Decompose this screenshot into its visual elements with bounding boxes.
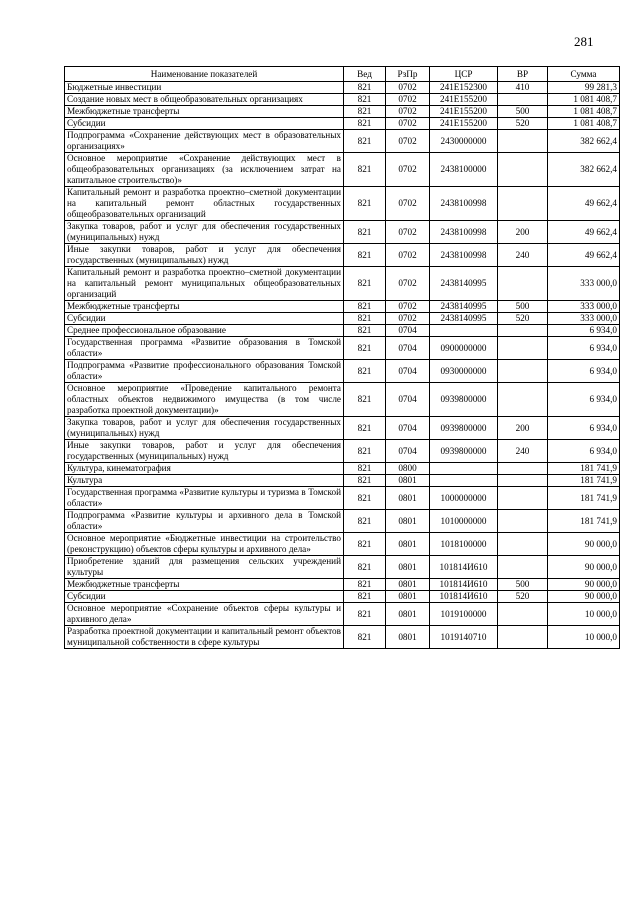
cell-vr: 520 — [498, 313, 548, 325]
cell-ved: 821 — [344, 603, 386, 626]
cell-sum: 6 934,0 — [548, 417, 620, 440]
cell-ved: 821 — [344, 301, 386, 313]
cell-rzpr: 0801 — [386, 579, 430, 591]
cell-name: Межбюджетные трансферты — [65, 106, 344, 118]
cell-rzpr: 0704 — [386, 360, 430, 383]
cell-vr — [498, 463, 548, 475]
cell-vr — [498, 187, 548, 221]
cell-rzpr: 0702 — [386, 313, 430, 325]
cell-vr — [498, 556, 548, 579]
cell-rzpr: 0702 — [386, 130, 430, 153]
cell-rzpr: 0801 — [386, 556, 430, 579]
cell-rzpr: 0801 — [386, 510, 430, 533]
cell-sum: 333 000,0 — [548, 313, 620, 325]
cell-sum: 382 662,4 — [548, 153, 620, 187]
table-row — [65, 221, 620, 244]
cell-csr: 241E152300 — [430, 82, 498, 94]
cell-vr: 240 — [498, 244, 548, 267]
table-row — [65, 626, 620, 649]
table-row — [65, 603, 620, 626]
cell-ved: 821 — [344, 82, 386, 94]
cell-ved: 821 — [344, 130, 386, 153]
cell-rzpr: 0702 — [386, 118, 430, 130]
cell-sum: 181 741,9 — [548, 475, 620, 487]
cell-sum: 1 081 408,7 — [548, 118, 620, 130]
table-row — [65, 244, 620, 267]
cell-ved: 821 — [344, 533, 386, 556]
cell-rzpr: 0801 — [386, 603, 430, 626]
cell-sum: 181 741,9 — [548, 463, 620, 475]
cell-name: Субсидии — [65, 591, 344, 603]
cell-ved: 821 — [344, 487, 386, 510]
cell-ved: 821 — [344, 153, 386, 187]
cell-ved: 821 — [344, 325, 386, 337]
cell-csr: 1019140710 — [430, 626, 498, 649]
table-row — [65, 510, 620, 533]
cell-vr — [498, 267, 548, 301]
cell-vr: 200 — [498, 221, 548, 244]
cell-csr: 241E155200 — [430, 106, 498, 118]
cell-rzpr: 0702 — [386, 301, 430, 313]
cell-ved: 821 — [344, 463, 386, 475]
cell-csr: 2438100998 — [430, 244, 498, 267]
cell-rzpr: 0702 — [386, 221, 430, 244]
cell-rzpr: 0704 — [386, 325, 430, 337]
cell-rzpr: 0702 — [386, 187, 430, 221]
cell-vr — [498, 360, 548, 383]
cell-vr: 200 — [498, 417, 548, 440]
cell-csr: 2438140995 — [430, 267, 498, 301]
cell-rzpr: 0702 — [386, 94, 430, 106]
cell-ved: 821 — [344, 106, 386, 118]
cell-name: Межбюджетные трансферты — [65, 301, 344, 313]
cell-sum: 49 662,4 — [548, 244, 620, 267]
table-row — [65, 475, 620, 487]
cell-rzpr: 0702 — [386, 267, 430, 301]
table-row — [65, 591, 620, 603]
cell-name: Культура, кинематография — [65, 463, 344, 475]
table-row — [65, 106, 620, 118]
cell-csr: 241E155200 — [430, 118, 498, 130]
table-row — [65, 187, 620, 221]
cell-rzpr: 0801 — [386, 475, 430, 487]
cell-ved: 821 — [344, 360, 386, 383]
cell-ved: 821 — [344, 440, 386, 463]
table-row — [65, 94, 620, 106]
cell-ved: 821 — [344, 579, 386, 591]
page-number: 281 — [574, 34, 594, 49]
cell-name: Основное мероприятие «Бюджетные инвестиции на строительство (реконструкцию) объектов сферы культуры и архивного дела» — [65, 533, 344, 556]
cell-vr: 240 — [498, 440, 548, 463]
cell-rzpr: 0704 — [386, 440, 430, 463]
cell-sum: 90 000,0 — [548, 556, 620, 579]
cell-name: Государственная программа «Развитие культуры и туризма в Томской области» — [65, 487, 344, 510]
cell-name: Основное мероприятие «Сохранение действующих мест в общеобразовательных организациях (за исключением затрат на капитальное строительство)» — [65, 153, 344, 187]
table-row — [65, 360, 620, 383]
cell-vr — [498, 130, 548, 153]
cell-ved: 821 — [344, 383, 386, 417]
cell-name: Закупка товаров, работ и услуг для обеспечения государственных (муниципальных) нужд — [65, 221, 344, 244]
table-row — [65, 325, 620, 337]
cell-name: Среднее профессиональное образование — [65, 325, 344, 337]
cell-ved: 821 — [344, 510, 386, 533]
table-row — [65, 556, 620, 579]
cell-csr: 2438140995 — [430, 301, 498, 313]
cell-ved: 821 — [344, 94, 386, 106]
cell-vr: 500 — [498, 106, 548, 118]
header-sum: Сумма — [548, 67, 620, 82]
cell-ved: 821 — [344, 337, 386, 360]
cell-sum: 90 000,0 — [548, 533, 620, 556]
cell-vr — [498, 603, 548, 626]
cell-name: Субсидии — [65, 118, 344, 130]
cell-vr — [498, 325, 548, 337]
cell-ved: 821 — [344, 118, 386, 130]
cell-name: Межбюджетные трансферты — [65, 579, 344, 591]
cell-rzpr: 0704 — [386, 417, 430, 440]
cell-vr — [498, 487, 548, 510]
cell-csr: 1019100000 — [430, 603, 498, 626]
cell-name: Иные закупки товаров, работ и услуг для обеспечения государственных (муниципальных) нужд — [65, 440, 344, 463]
cell-vr — [498, 626, 548, 649]
cell-csr — [430, 325, 498, 337]
cell-vr — [498, 94, 548, 106]
cell-name: Капитальный ремонт и разработка проектно–сметной документации на капитальный ремонт муниципальных общеобразовательных организаций — [65, 267, 344, 301]
cell-sum: 49 662,4 — [548, 221, 620, 244]
cell-csr: 101814И610 — [430, 591, 498, 603]
cell-csr: 1010000000 — [430, 510, 498, 533]
cell-ved: 821 — [344, 475, 386, 487]
table-row — [65, 153, 620, 187]
cell-ved: 821 — [344, 187, 386, 221]
cell-rzpr: 0801 — [386, 591, 430, 603]
cell-vr: 500 — [498, 579, 548, 591]
cell-sum: 181 741,9 — [548, 510, 620, 533]
cell-vr — [498, 153, 548, 187]
cell-rzpr: 0702 — [386, 153, 430, 187]
cell-name: Разработка проектной документации и капитальный ремонт объектов муниципальной собственности в сфере культуры — [65, 626, 344, 649]
cell-sum: 10 000,0 — [548, 626, 620, 649]
cell-vr: 500 — [498, 301, 548, 313]
cell-name: Подпрограмма «Развитие культуры и архивного дела в Томской области» — [65, 510, 344, 533]
budget-table — [64, 66, 620, 649]
cell-sum: 382 662,4 — [548, 130, 620, 153]
cell-ved: 821 — [344, 626, 386, 649]
cell-sum: 90 000,0 — [548, 579, 620, 591]
cell-ved: 821 — [344, 267, 386, 301]
cell-name: Создание новых мест в общеобразовательных организациях — [65, 94, 344, 106]
cell-csr: 0939800000 — [430, 440, 498, 463]
table-row — [65, 82, 620, 94]
cell-rzpr: 0801 — [386, 533, 430, 556]
cell-sum: 90 000,0 — [548, 591, 620, 603]
cell-csr: 1000000000 — [430, 487, 498, 510]
table-header — [65, 67, 620, 82]
cell-csr: 2430000000 — [430, 130, 498, 153]
cell-rzpr: 0704 — [386, 383, 430, 417]
table-row — [65, 383, 620, 417]
cell-csr: 101814И610 — [430, 579, 498, 591]
cell-vr: 520 — [498, 118, 548, 130]
cell-csr: 0930000000 — [430, 360, 498, 383]
header-name: Наименование показателей — [65, 67, 344, 82]
cell-sum: 1 081 408,7 — [548, 94, 620, 106]
table-row — [65, 118, 620, 130]
header-rzpr: РзПр — [386, 67, 430, 82]
cell-sum: 333 000,0 — [548, 267, 620, 301]
cell-sum: 1 081 408,7 — [548, 106, 620, 118]
cell-rzpr: 0801 — [386, 487, 430, 510]
cell-csr — [430, 463, 498, 475]
cell-csr: 0900000000 — [430, 337, 498, 360]
cell-csr: 0939800000 — [430, 417, 498, 440]
table-row — [65, 267, 620, 301]
header-ved: Вед — [344, 67, 386, 82]
cell-sum: 6 934,0 — [548, 440, 620, 463]
table-row — [65, 130, 620, 153]
cell-csr — [430, 475, 498, 487]
cell-vr: 520 — [498, 591, 548, 603]
header-vr: ВР — [498, 67, 548, 82]
cell-rzpr: 0801 — [386, 626, 430, 649]
cell-sum: 6 934,0 — [548, 360, 620, 383]
cell-sum: 10 000,0 — [548, 603, 620, 626]
table-row — [65, 533, 620, 556]
cell-name: Подпрограмма «Развитие профессионального образования Томской области» — [65, 360, 344, 383]
cell-name: Иные закупки товаров, работ и услуг для обеспечения государственных (муниципальных) нужд — [65, 244, 344, 267]
cell-name: Основное мероприятие «Проведение капитального ремонта областных объектов недвижимого имущества (в том числе разработка проектной документации)» — [65, 383, 344, 417]
table-row — [65, 463, 620, 475]
cell-sum: 6 934,0 — [548, 325, 620, 337]
cell-vr — [498, 337, 548, 360]
cell-sum: 6 934,0 — [548, 337, 620, 360]
cell-sum: 99 281,3 — [548, 82, 620, 94]
table-body — [65, 82, 620, 649]
cell-csr: 2438100000 — [430, 153, 498, 187]
cell-vr — [498, 510, 548, 533]
table-row — [65, 440, 620, 463]
table-row — [65, 337, 620, 360]
cell-name: Приобретение зданий для размещения сельских учреждений культуры — [65, 556, 344, 579]
cell-name: Субсидии — [65, 313, 344, 325]
cell-csr: 2438100998 — [430, 187, 498, 221]
header-row — [65, 67, 620, 82]
cell-rzpr: 0702 — [386, 82, 430, 94]
table-row — [65, 313, 620, 325]
cell-sum: 333 000,0 — [548, 301, 620, 313]
cell-csr: 101814И610 — [430, 556, 498, 579]
cell-csr: 241E155200 — [430, 94, 498, 106]
cell-csr: 1018100000 — [430, 533, 498, 556]
table-row — [65, 487, 620, 510]
cell-sum: 49 662,4 — [548, 187, 620, 221]
cell-vr — [498, 383, 548, 417]
cell-ved: 821 — [344, 221, 386, 244]
cell-rzpr: 0800 — [386, 463, 430, 475]
table-row — [65, 579, 620, 591]
cell-rzpr: 0702 — [386, 106, 430, 118]
cell-ved: 821 — [344, 556, 386, 579]
cell-csr: 2438100998 — [430, 221, 498, 244]
cell-sum: 6 934,0 — [548, 383, 620, 417]
cell-name: Государственная программа «Развитие образования в Томской области» — [65, 337, 344, 360]
cell-ved: 821 — [344, 591, 386, 603]
cell-sum: 181 741,9 — [548, 487, 620, 510]
cell-vr — [498, 475, 548, 487]
cell-ved: 821 — [344, 313, 386, 325]
cell-name: Подпрограмма «Сохранение действующих мест в образовательных организациях» — [65, 130, 344, 153]
cell-name: Закупка товаров, работ и услуг для обеспечения государственных (муниципальных) нужд — [65, 417, 344, 440]
cell-ved: 821 — [344, 244, 386, 267]
cell-vr — [498, 533, 548, 556]
cell-csr: 2438140995 — [430, 313, 498, 325]
cell-rzpr: 0704 — [386, 337, 430, 360]
table-row — [65, 301, 620, 313]
table-row — [65, 417, 620, 440]
cell-name: Капитальный ремонт и разработка проектно–сметной документации на капитальный ремонт областных государственных общеобразовательных организаций — [65, 187, 344, 221]
cell-ved: 821 — [344, 417, 386, 440]
header-csr: ЦСР — [430, 67, 498, 82]
cell-csr: 0939800000 — [430, 383, 498, 417]
cell-vr: 410 — [498, 82, 548, 94]
cell-name: Бюджетные инвестиции — [65, 82, 344, 94]
cell-name: Основное мероприятие «Сохранение объектов сферы культуры и архивного дела» — [65, 603, 344, 626]
cell-name: Культура — [65, 475, 344, 487]
cell-rzpr: 0702 — [386, 244, 430, 267]
